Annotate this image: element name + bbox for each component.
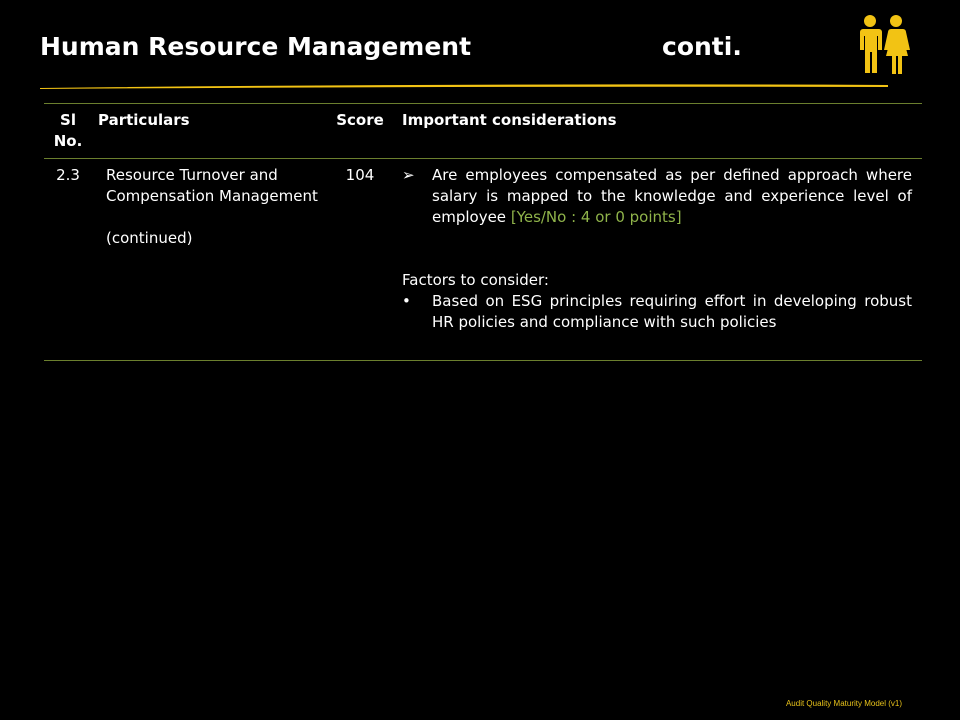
header-sl-no: Sl No. <box>44 104 92 159</box>
dot-bullet-icon: • <box>402 292 411 310</box>
table-row <box>44 159 922 361</box>
row-considerations <box>396 159 922 361</box>
title-underline <box>40 84 888 89</box>
factor-item <box>402 291 912 333</box>
header-particulars: Particulars <box>92 104 324 159</box>
question-text: Are employees compensated as per defined approach where salary is mapped to the knowledge and experience level of employee <box>432 166 912 226</box>
people-icon <box>856 14 912 76</box>
arrow-bullet-icon: ➢ <box>402 166 415 184</box>
factors-heading: Factors to consider: <box>402 271 549 289</box>
row-sl-no: 2.3 <box>56 166 80 184</box>
particulars-text: Resource Turnover and Compensation Management <box>106 166 318 205</box>
question-item <box>402 165 912 228</box>
particulars-note: (continued) <box>106 229 193 247</box>
row-score: 104 <box>345 166 375 184</box>
table-header-row <box>44 104 922 159</box>
factor-text: Based on ESG principles requiring effort in developing robust HR policies and compliance with such policies <box>432 292 912 331</box>
footer-text: Audit Quality Maturity Model (v1) <box>785 699 902 708</box>
row-particulars <box>92 159 324 361</box>
header-score: Score <box>324 104 396 159</box>
page-title: Human Resource Management <box>40 32 472 61</box>
header-important-considerations: Important considerations <box>396 104 922 159</box>
question-points: [Yes/No : 4 or 0 points] <box>510 208 682 226</box>
continued-label: conti. <box>662 32 742 61</box>
considerations-table <box>44 103 922 361</box>
